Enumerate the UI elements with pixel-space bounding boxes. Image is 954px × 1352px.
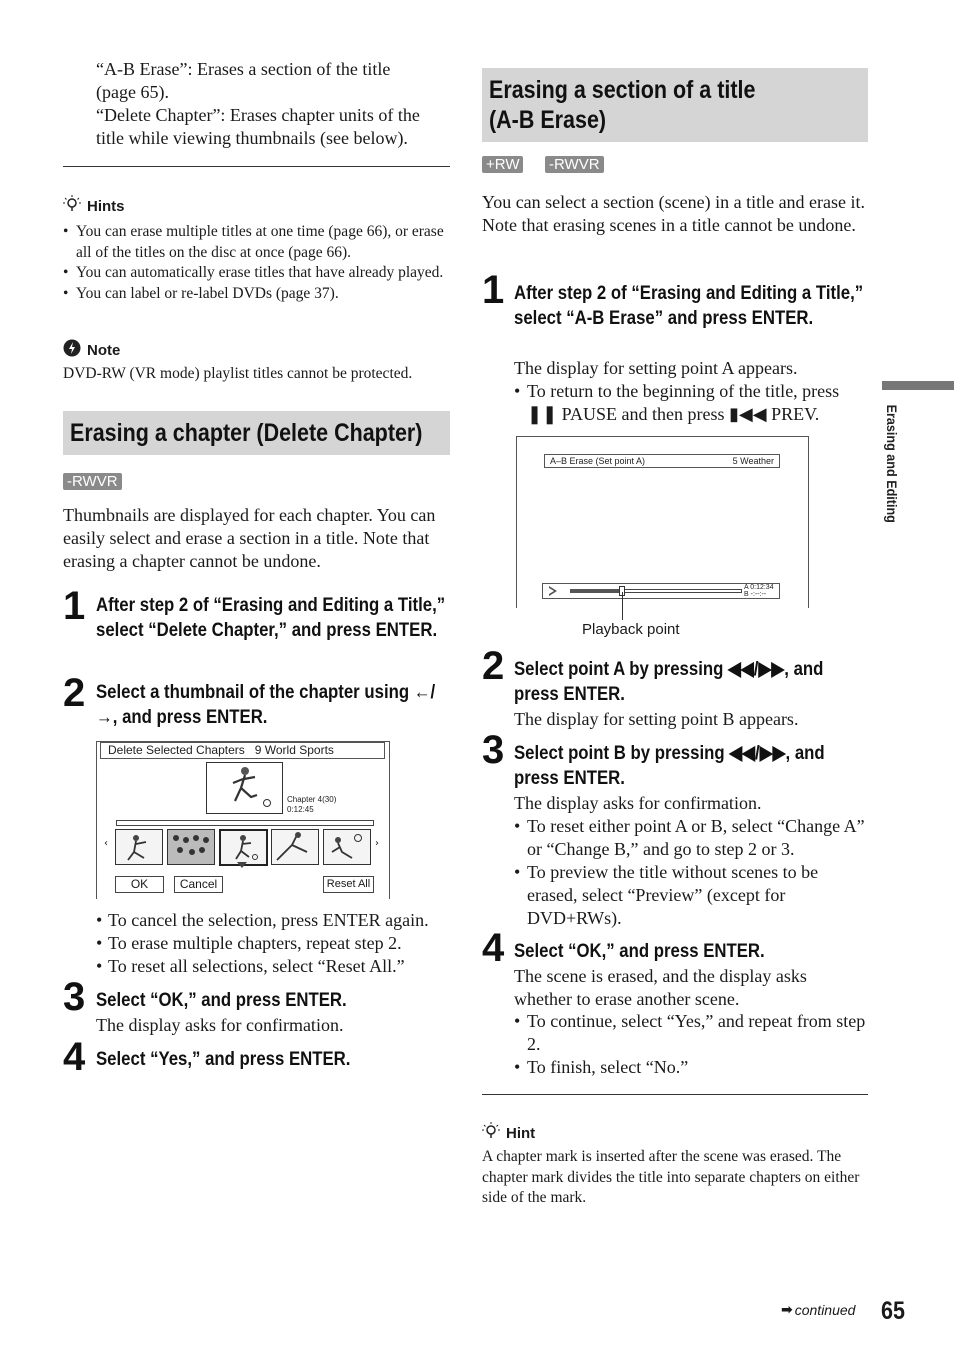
hint-item: • You can erase multiple titles at one time (page 66), or erase all of the titles on the disc at once (page 66). bbox=[63, 222, 453, 263]
delete-chapter-intro: Thumbnails are displayed for each chapter. You can easily select and erase a section in a title. Note that erasing a chapter cannot be undone. bbox=[63, 505, 436, 571]
step-desc: The display asks for confirmation. bbox=[96, 1015, 344, 1035]
intro-text: “A-B Erase”: Erases a section of the title (page 65). “Delete Chapter”: Erases chapter units of the title while viewing thumbnails (see below). bbox=[96, 59, 420, 148]
chapter-thumbnail[interactable] bbox=[271, 829, 319, 865]
step-desc: The display for setting point B appears. bbox=[514, 709, 799, 729]
step4-bullets bbox=[514, 1010, 866, 1079]
step-number: 1 bbox=[63, 584, 86, 628]
hint-label: Hint bbox=[506, 1125, 536, 1142]
screen-title-bar: Delete Selected Chapters 9 World Sports bbox=[100, 742, 385, 759]
step-number: 3 bbox=[63, 975, 86, 1019]
step-text: Select point B by pressing ◀◀/▶▶, and press ENTER. bbox=[514, 742, 825, 789]
chapter-thumbnail-selected[interactable] bbox=[219, 829, 268, 866]
hint-text: A chapter mark is inserted after the scene was erased. The chapter mark divides the title into separate chapters on either side of the mark. bbox=[482, 1148, 860, 1206]
list-item: • To reset either point A or B, select “Change A” or “Change B,” and go to step 2 or 3. bbox=[514, 815, 866, 861]
list-item: • To erase multiple chapters, repeat step 2. bbox=[96, 932, 456, 955]
side-tab-label: Erasing and Editing bbox=[884, 404, 900, 523]
playback-bar bbox=[542, 583, 780, 599]
continued-note: ➡ continued bbox=[781, 1302, 856, 1318]
cancel-button[interactable]: Cancel bbox=[174, 876, 223, 893]
badge-rw: +RW bbox=[482, 156, 523, 173]
step-number: 3 bbox=[482, 728, 505, 772]
step-desc: The display for setting point A appears. bbox=[514, 358, 798, 378]
hint-item: • You can label or re-label DVDs (page 37). bbox=[63, 284, 453, 305]
chapter-preview bbox=[206, 762, 283, 814]
delete-chapters-screen bbox=[96, 741, 389, 899]
list-item: • To cancel the selection, press ENTER again. bbox=[96, 909, 456, 932]
progress-fill bbox=[570, 589, 622, 593]
chevron-down-icon bbox=[237, 862, 247, 868]
chevron-left-icon[interactable]: ‹ bbox=[104, 838, 108, 849]
badge-rwvr: -RWVR bbox=[545, 156, 604, 173]
badge-rwvr: -RWVR bbox=[63, 473, 122, 490]
step2-bullets bbox=[96, 909, 456, 978]
note-label: Note bbox=[87, 342, 121, 359]
side-tab-marker bbox=[882, 381, 954, 390]
list-item: • To preview the title without scenes to be erased, select “Preview” (except for DVD+RWs). bbox=[514, 861, 866, 930]
hints-label: Hints bbox=[87, 198, 125, 215]
hint-block bbox=[482, 1122, 870, 1209]
chapter-thumbnail[interactable] bbox=[323, 829, 371, 865]
chapter-thumbnail[interactable] bbox=[115, 829, 163, 865]
step-number: 4 bbox=[482, 926, 505, 970]
note-text: DVD-RW (VR mode) playlist titles cannot be protected. bbox=[63, 365, 413, 382]
reset-all-button[interactable]: Reset All bbox=[323, 876, 374, 893]
divider bbox=[482, 1094, 868, 1095]
chapter-timeline bbox=[116, 820, 374, 826]
ab-erase-screen bbox=[516, 436, 808, 608]
page-number: 65 bbox=[881, 1297, 905, 1325]
section-heading-delete-chapter: Erasing a chapter (Delete Chapter) bbox=[63, 411, 450, 455]
lightbulb-icon bbox=[63, 195, 81, 218]
step-text: Select point A by pressing ◀◀/▶▶, and press ENTER. bbox=[514, 658, 824, 705]
step3-bullets bbox=[514, 815, 866, 930]
playback-point-label: Playback point bbox=[582, 621, 680, 638]
time-readout: A 0:12:34 B -:--:-- bbox=[744, 584, 774, 598]
list-item: • To continue, select “Yes,” and repeat from step 2. bbox=[514, 1010, 866, 1056]
step-number: 2 bbox=[482, 644, 505, 688]
list-item: • To return to the beginning of the title, press ❚❚ PAUSE and then press ▮◀◀ PREV. bbox=[514, 380, 867, 426]
divider bbox=[63, 166, 450, 167]
chapter-thumbnail[interactable] bbox=[167, 829, 215, 865]
section-heading-ab-erase: Erasing a section of a title (A-B Erase) bbox=[482, 68, 868, 142]
ab-erase-intro: You can select a section (scene) in a title and erase it. Note that erasing scenes in a title cannot be undone. bbox=[482, 192, 866, 235]
step-text: Select “OK,” and press ENTER. bbox=[514, 940, 765, 962]
chevron-right-icon[interactable]: › bbox=[375, 838, 379, 849]
step-text: After step 2 of “Erasing and Editing a Title,” select “A-B Erase” and press ENTER. bbox=[514, 282, 864, 329]
step-text: After step 2 of “Erasing and Editing a Title,” select “Delete Chapter,” and press ENTER. bbox=[96, 594, 446, 641]
hints-block bbox=[63, 195, 453, 304]
callout-line bbox=[622, 592, 623, 620]
step-desc: The scene is erased, and the display asks whether to erase another scene. bbox=[514, 966, 807, 1009]
step-number: 4 bbox=[63, 1035, 86, 1079]
step-text: Select “OK,” and press ENTER. bbox=[96, 989, 347, 1011]
step-text: Select a thumbnail of the chapter using ←/→, and press ENTER. bbox=[96, 681, 436, 728]
step-desc: The display asks for confirmation. bbox=[514, 793, 762, 813]
hint-item: • You can automatically erase titles that have already played. bbox=[63, 263, 453, 284]
arrow-right-icon: ➡ bbox=[781, 1302, 793, 1318]
screen-title-bar: A–B Erase (Set point A) 5 Weather bbox=[544, 454, 780, 468]
note-icon bbox=[63, 339, 81, 362]
lightbulb-icon bbox=[482, 1122, 500, 1145]
list-item: • To finish, select “No.” bbox=[514, 1056, 866, 1079]
ok-button[interactable]: OK bbox=[115, 876, 164, 893]
note-block bbox=[63, 339, 458, 385]
step-number: 1 bbox=[482, 268, 505, 312]
step-text: Select “Yes,” and press ENTER. bbox=[96, 1048, 351, 1070]
step-number: 2 bbox=[63, 671, 86, 715]
chapter-info: Chapter 4(30) 0:12:45 bbox=[287, 795, 337, 814]
list-item: • To reset all selections, select “Reset All.” bbox=[96, 955, 456, 978]
